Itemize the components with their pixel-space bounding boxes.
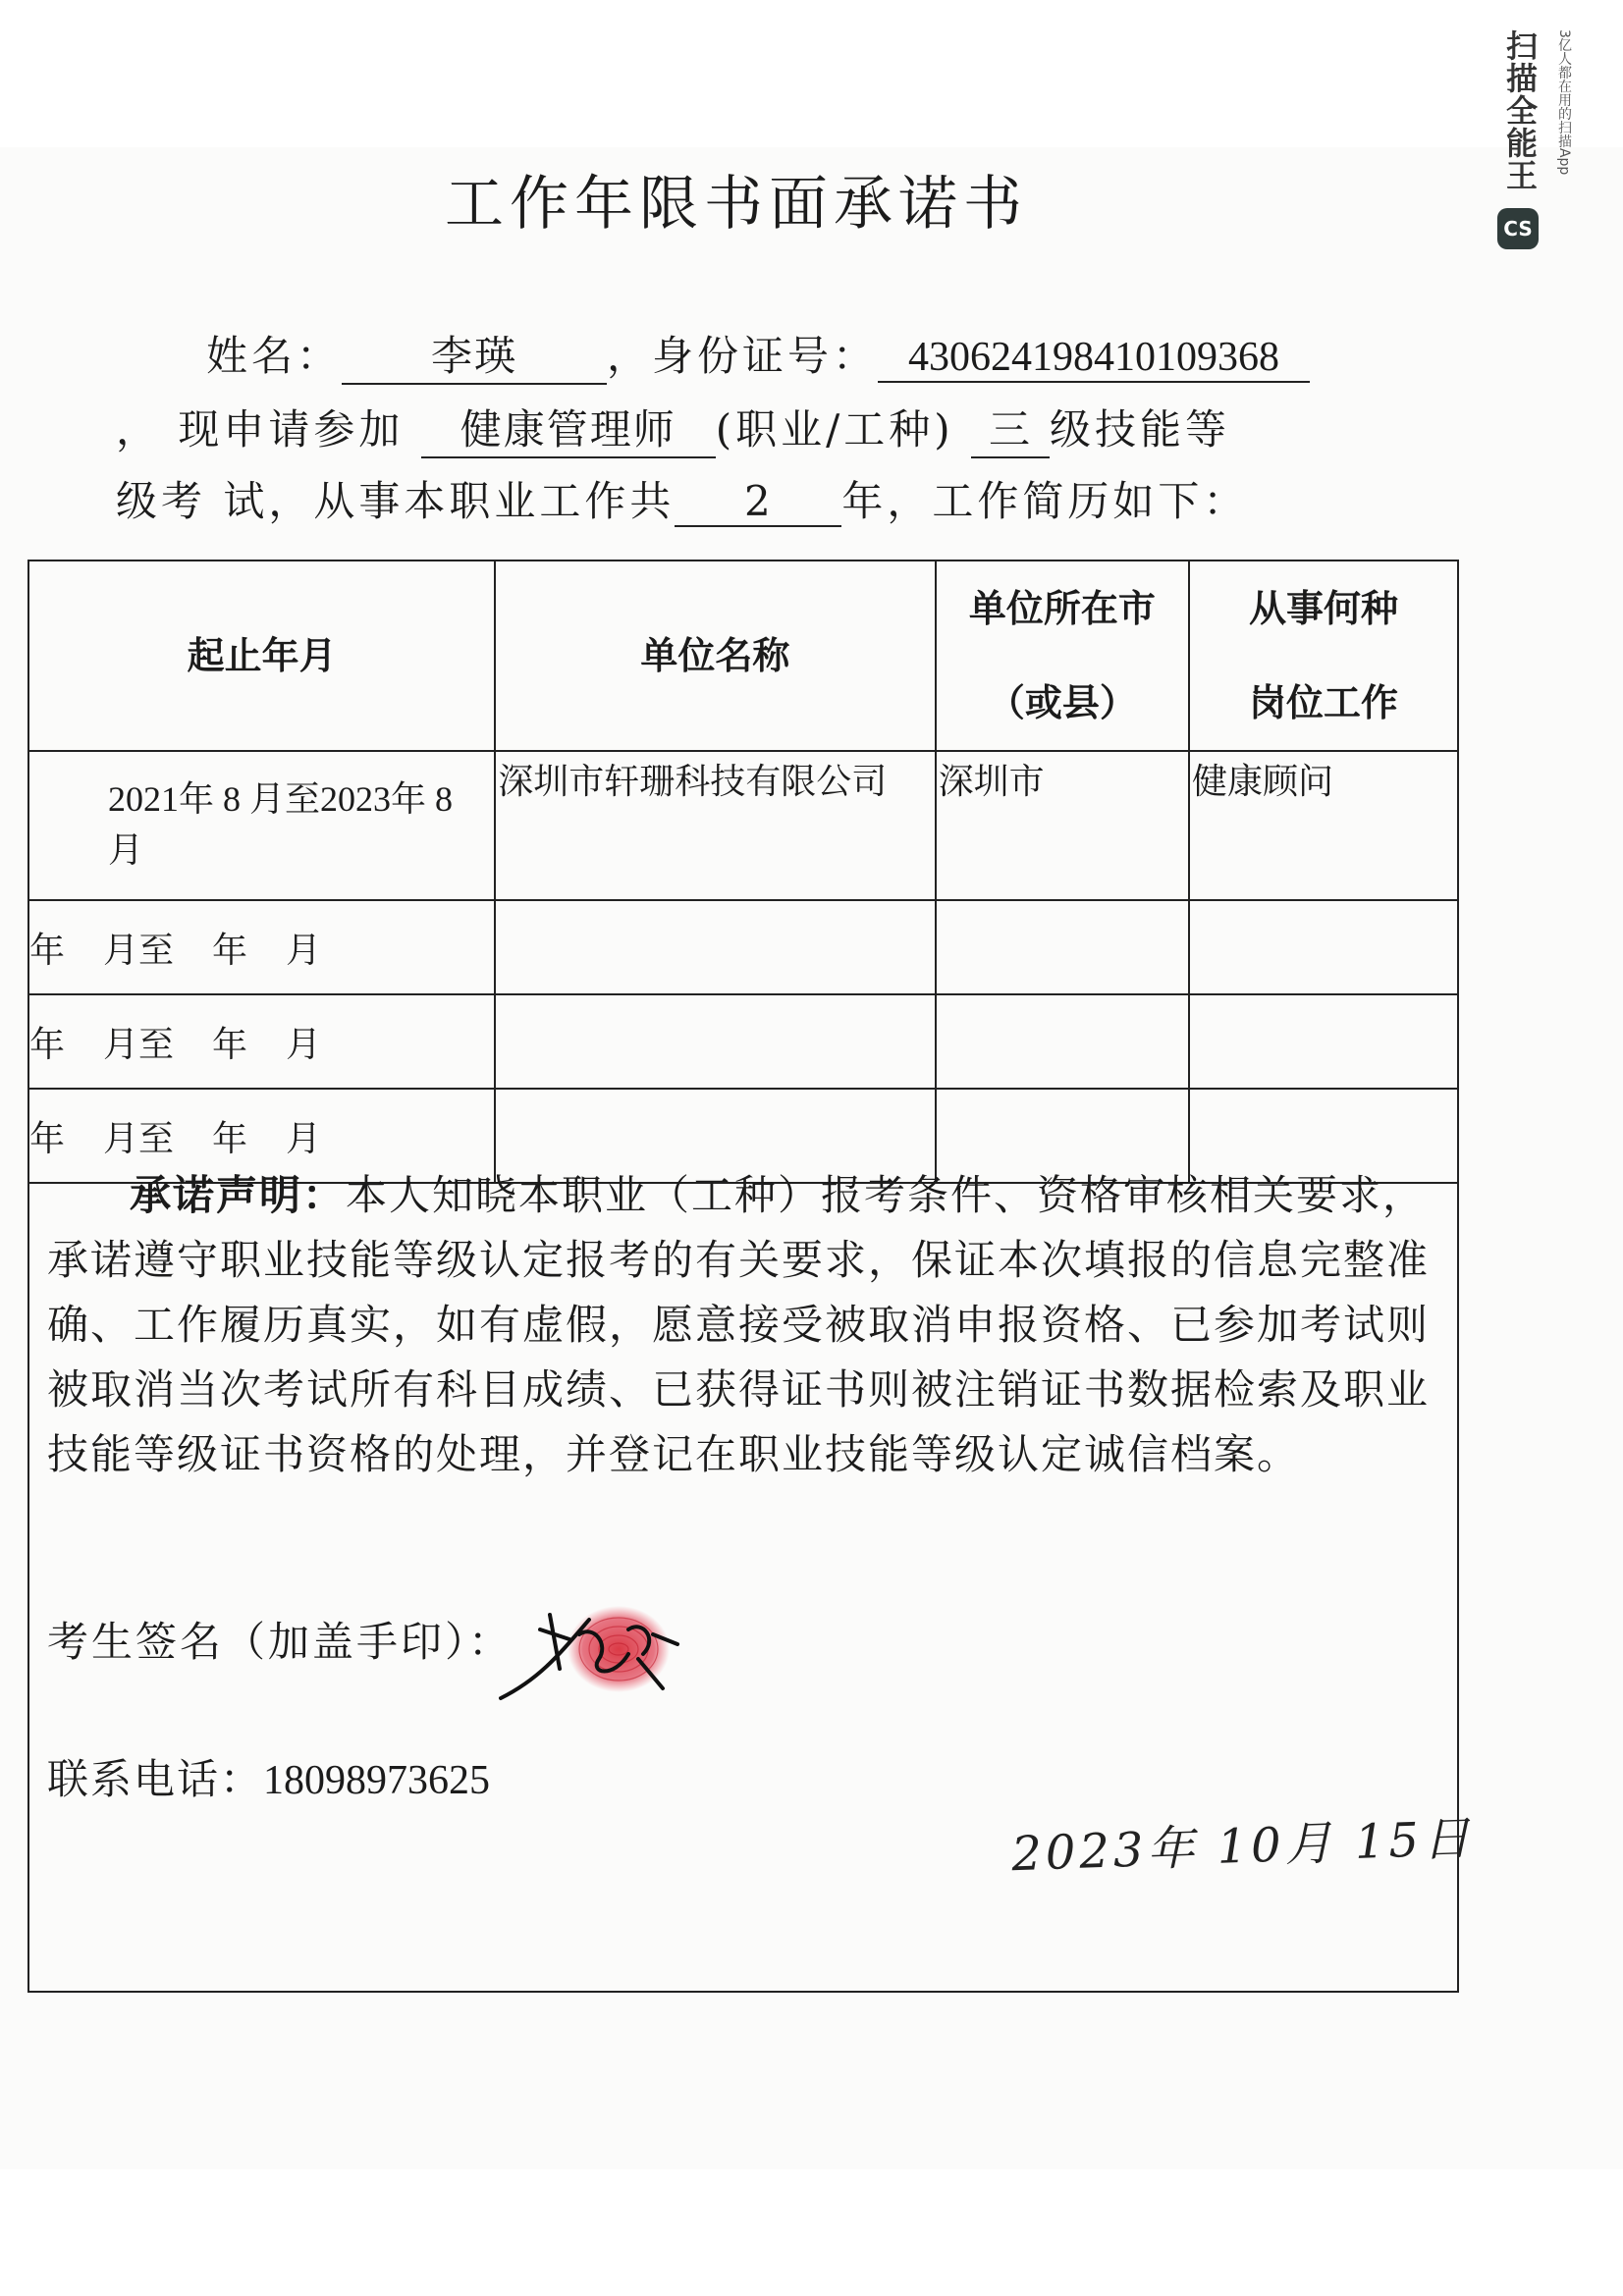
row-position: [1189, 900, 1458, 994]
phone-value: 18098973625: [263, 1758, 491, 1803]
phone-label: 联系电话：: [47, 1755, 264, 1803]
phone-line: [47, 1747, 490, 1806]
id-label: ，身份证号：: [607, 332, 879, 380]
header-city: [936, 561, 1189, 751]
table-row: [28, 900, 1458, 994]
row-period: 年 月至 年 月: [28, 900, 495, 994]
handwritten-date: 2023年 10月 15日: [1010, 1810, 1475, 1883]
header-city-line2: （或县）: [987, 681, 1137, 724]
camscanner-logo-icon: CS: [1497, 208, 1539, 249]
apply-prefix: ， 现申请参加: [116, 405, 405, 454]
table-row: [28, 994, 1458, 1089]
statement-body: 本人知晓本职业（工种）报考条件、资格审核相关要求，承诺遵守职业技能等级认定报考的有关要求，保证本次填报的信息完整准确、工作履历真实，如有虚假，愿意接受被取消申报资格、已参加考试则被取消当次考试所有科目成绩、已获得证书则被注销证书数据检索及职业技能等级证书资格的处理，并登记在职业技能等级认定诚信档案。: [47, 1171, 1431, 1478]
row-city: [936, 900, 1189, 994]
signature-with-fingerprint: [481, 1600, 717, 1708]
table-header-row: [28, 561, 1458, 751]
row-position: [1189, 994, 1458, 1089]
row-position: 健康顾问: [1189, 751, 1458, 900]
occupation-value: 健康管理师: [421, 398, 716, 458]
applicant-name-line: [206, 324, 1310, 385]
signature-line: [47, 1610, 513, 1669]
header-company: 单位名称: [495, 561, 935, 751]
row-period: 2021年 8 月至2023年 8 月: [28, 751, 495, 900]
apply-line: [116, 398, 1230, 458]
row-company: [495, 994, 935, 1089]
header-period: 起止年月: [28, 561, 495, 751]
row-city: [936, 994, 1189, 1089]
work-history-table: [27, 560, 1459, 1184]
level-value: 三: [971, 398, 1050, 458]
row-period: 年 月至 年 月: [28, 994, 495, 1089]
name-label: 姓名：: [206, 332, 343, 380]
row-company: 深圳市轩珊科技有限公司: [495, 751, 935, 900]
watermark-name: 扫描全能王: [1501, 29, 1539, 191]
row-company: [495, 900, 935, 994]
signature-label: 考生签名（加盖手印）：: [47, 1618, 514, 1666]
document-title: 工作年限书面承诺书: [445, 170, 1028, 239]
watermark-tagline: 3亿人都在用的扫描App: [1556, 29, 1572, 176]
years-suffix: 年，工作简历如下：: [841, 477, 1249, 525]
statement-label: 承诺声明：: [130, 1171, 347, 1219]
name-value: 李瑛: [342, 324, 607, 385]
years-prefix: 级考 试，从事本职业工作共: [116, 477, 676, 525]
years-value: 2: [675, 477, 841, 527]
occupation-suffix: (职业/工种): [715, 405, 954, 454]
id-number-value: 430624198410109368: [878, 334, 1310, 383]
table-row: [28, 751, 1458, 900]
years-line: [116, 469, 1248, 528]
header-city-line1: 单位所在市: [968, 587, 1156, 630]
header-position: [1189, 561, 1458, 751]
scan-margin-bottom: [0, 2169, 1623, 2296]
row-city: 深圳市: [936, 751, 1189, 900]
header-position-line2: 岗位工作: [1249, 681, 1399, 724]
level-suffix: 级技能等: [1050, 405, 1231, 454]
commitment-statement: [47, 1163, 1441, 1487]
scanner-watermark: [1497, 29, 1605, 285]
header-position-line1: 从事何种: [1249, 587, 1399, 630]
scan-margin-top: [0, 0, 1623, 147]
row-period: 年 月至 年 月: [28, 1089, 495, 1183]
